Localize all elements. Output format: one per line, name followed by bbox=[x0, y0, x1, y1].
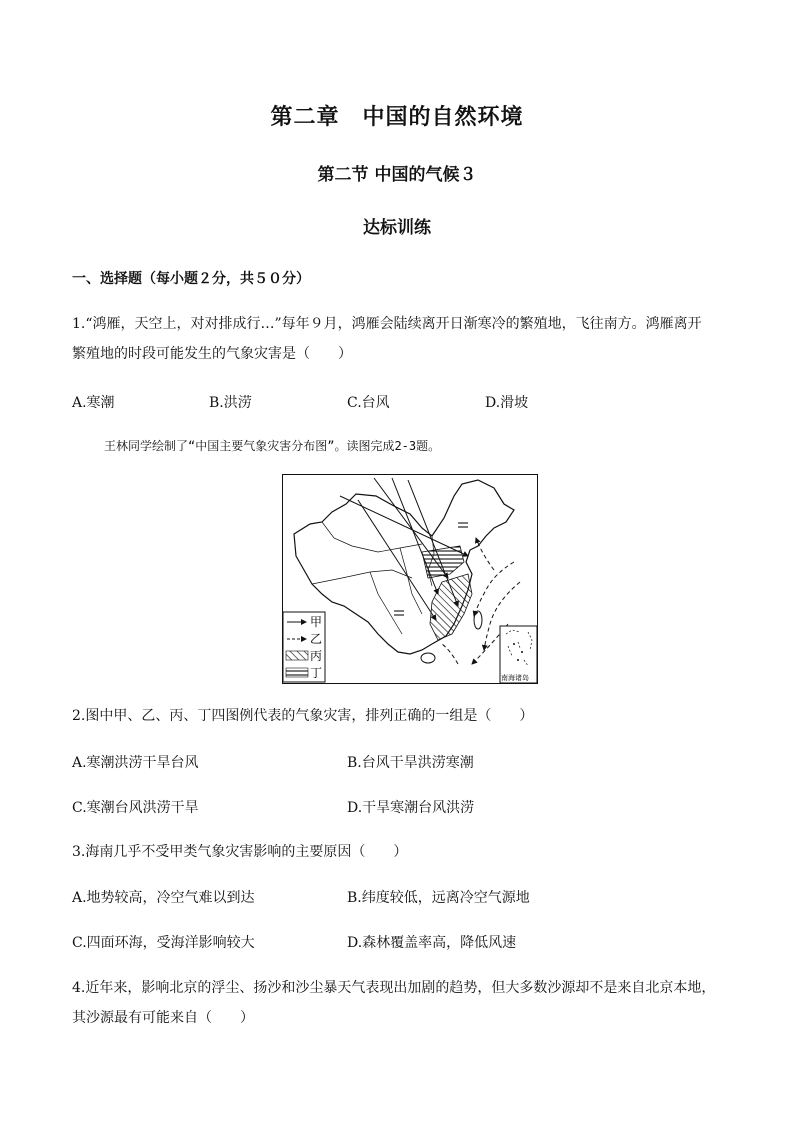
question-1-line-1: 1.“鸿雁，天空上，对对排成行…”每年９月，鸿雁会陆续离开日渐寒冷的繁殖地，飞往南方。鸿雁离开 bbox=[72, 316, 702, 332]
exercise-heading: 达标训练 bbox=[363, 218, 431, 238]
legend-jia: 甲 bbox=[310, 615, 323, 629]
section-label: 一、选择题（每小题２分，共５０分） bbox=[72, 271, 310, 287]
legend-ding: 丁 bbox=[310, 666, 323, 680]
weather-disaster-map bbox=[282, 474, 538, 684]
q1-option-b: B.洪涝 bbox=[209, 395, 252, 411]
q1-option-c: C.台风 bbox=[347, 395, 390, 411]
inset-label: 南海诸岛 bbox=[501, 674, 529, 682]
q2-option-c: C.寒潮台风洪涝干旱 bbox=[72, 800, 199, 816]
q2-option-d: D.干旱寒潮台风洪涝 bbox=[347, 800, 475, 816]
q3-option-c: C.四面环海，受海洋影响较大 bbox=[72, 935, 255, 951]
q1-option-d: D.滑坡 bbox=[485, 395, 529, 411]
question-4-line-2: 其沙源最有可能来自（ ） bbox=[72, 1010, 254, 1026]
q2-option-a: A.寒潮洪涝干旱台风 bbox=[72, 755, 199, 771]
legend-yi: 乙 bbox=[310, 632, 323, 646]
q2-option-b: B.台风干旱洪涝寒潮 bbox=[347, 755, 474, 771]
q3-option-a: A.地势较高，冷空气难以到达 bbox=[72, 890, 255, 906]
question-1-line-2: 繁殖地的时段可能发生的气象灾害是（ ） bbox=[72, 346, 352, 362]
question-4-line-1: 4.近年来，影响北京的浮尘、扬沙和沙尘暴天气表现出加剧的趋势，但大多数沙源却不是来自北京本地， bbox=[72, 980, 716, 996]
q3-option-b: B.纬度较低，远离冷空气源地 bbox=[347, 890, 530, 906]
section-subtitle: 第二节 中国的气候３ bbox=[317, 165, 477, 185]
map-intro-text: 王林同学绘制了“中国主要气象灾害分布图”。读图完成2-3题。 bbox=[104, 439, 441, 453]
legend-bing: 丙 bbox=[310, 649, 323, 663]
question-3-stem: 3.海南几乎不受甲类气象灾害影响的主要原因（ ） bbox=[72, 844, 408, 860]
chapter-title: 第二章 中国的自然环境 bbox=[270, 104, 524, 130]
q1-option-a: A.寒潮 bbox=[72, 395, 115, 411]
q3-option-d: D.森林覆盖率高，降低风速 bbox=[347, 935, 517, 951]
question-2-stem: 2.图中甲、乙、丙、丁四图例代表的气象灾害，排列正确的一组是（ ） bbox=[72, 708, 534, 724]
